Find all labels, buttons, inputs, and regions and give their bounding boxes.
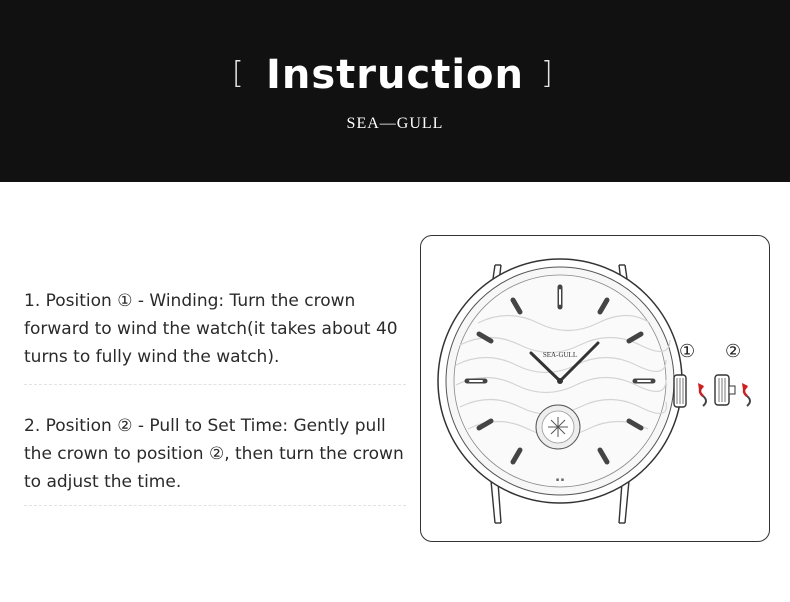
rotation-arrow-icon: [742, 383, 750, 406]
watch-illustration: [420, 235, 770, 542]
crown-position-1-label: ①: [679, 341, 696, 362]
instruction-set-time: 2. Position ② - Pull to Set Time: Gently pull the crown to position ②, then turn the crown to adjust the time.: [24, 416, 404, 492]
divider: [24, 505, 406, 506]
title-bracket-left: [: [232, 56, 244, 91]
rotation-arrow-icon: [698, 383, 706, 406]
brand-logo-text: SEA—GULL: [346, 115, 444, 132]
title-bracket-right: ]: [541, 56, 553, 91]
svg-text:▪ ▪: ▪ ▪: [555, 477, 565, 483]
dial-brand-text: SEA-GULL: [542, 351, 578, 359]
header-banner: [0, 0, 790, 182]
instruction-winding: 1. Position ① - Winding: Turn the crown forward to wind the watch(it takes about 40 turns to fully wind the watch).: [24, 291, 398, 367]
subdial-star: [548, 417, 568, 437]
crown-position-2-label: ②: [725, 341, 742, 362]
page-title: Instruction: [266, 52, 524, 98]
divider: [24, 384, 406, 385]
